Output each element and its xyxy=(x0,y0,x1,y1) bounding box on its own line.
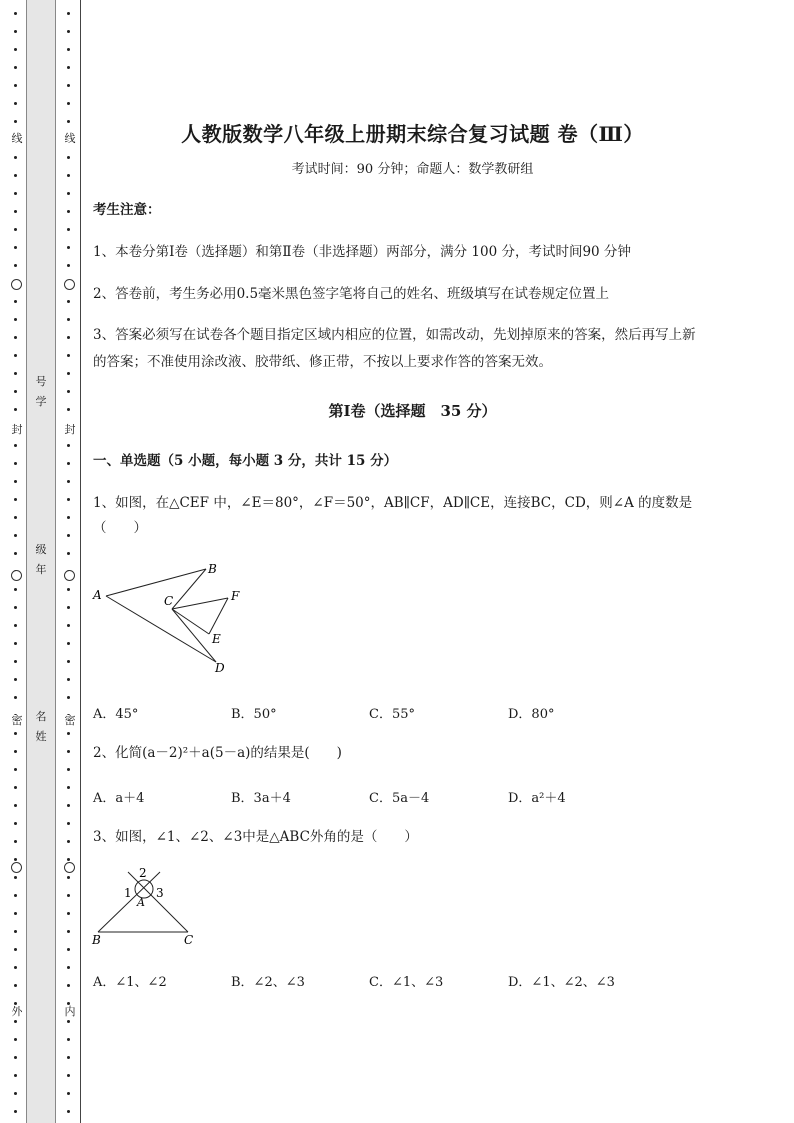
margin-dot xyxy=(67,606,70,609)
margin-dot xyxy=(14,246,17,249)
margin-dot xyxy=(14,390,17,393)
question-3-text: 3、如图，∠1、∠2、∠3中是△ABC外角的是（ ） xyxy=(93,829,418,845)
margin-dot xyxy=(67,480,70,483)
question-1-figure xyxy=(88,555,258,680)
outer-circle xyxy=(11,862,22,873)
margin-dot xyxy=(67,588,70,591)
margin-dot xyxy=(67,12,70,15)
label-c: C xyxy=(164,594,174,608)
student-field-char: 姓 xyxy=(35,730,47,743)
margin-dot xyxy=(67,336,70,339)
student-field-char: 级 xyxy=(35,543,47,556)
margin-dot xyxy=(14,948,17,951)
margin-dot xyxy=(14,1056,17,1059)
margin-dot xyxy=(14,174,17,177)
margin-dot xyxy=(67,552,70,555)
inner-label-mi: 密 xyxy=(62,715,78,727)
margin-dot xyxy=(67,732,70,735)
angle-label-3: 3 xyxy=(156,886,164,900)
page-title: 人教版数学八年级上册期末综合复习试题 卷（Ⅲ） xyxy=(181,122,644,146)
margin-dot xyxy=(67,804,70,807)
margin-dot xyxy=(67,516,70,519)
student-field-char: 年 xyxy=(35,563,47,576)
margin-dot xyxy=(14,228,17,231)
margin-dot xyxy=(14,1038,17,1041)
question-2-option-a[interactable]: A．a＋4 xyxy=(93,791,145,806)
margin-dot xyxy=(14,354,17,357)
inner-label-xian: 线 xyxy=(62,133,78,145)
part-1-title: 第Ⅰ卷（选择题 35 分） xyxy=(328,402,497,420)
margin-dot xyxy=(14,858,17,861)
margin-dot xyxy=(67,462,70,465)
margin-dot xyxy=(14,822,17,825)
margin-dot xyxy=(67,48,70,51)
notice-heading: 考生注意： xyxy=(93,202,161,218)
margin-dot xyxy=(67,84,70,87)
label-f: F xyxy=(231,589,240,603)
margin-dot xyxy=(67,840,70,843)
margin-dot xyxy=(14,660,17,663)
question-2-text: 2、化简(a－2)²＋a(5－a)的结果是( ) xyxy=(93,745,342,761)
question-1-text: 1、如图，在△CEF 中，∠E＝80°，∠F＝50°，AB∥CF，AD∥CE，连接BC，CD，则∠A 的度数是 xyxy=(93,495,693,511)
margin-dot xyxy=(14,120,17,123)
student-field-char: 号 xyxy=(35,375,47,388)
margin-dot xyxy=(67,192,70,195)
vertex-label-b: B xyxy=(92,933,101,947)
angle-label-2: 2 xyxy=(139,866,147,880)
margin-dot xyxy=(67,444,70,447)
margin-dot xyxy=(14,1020,17,1023)
notice-item-3-line1: 3、答案必须写在试卷各个题目指定区域内相应的位置，如需改动，先划掉原来的答案，然后再写上新 xyxy=(93,327,696,343)
margin-dot xyxy=(67,102,70,105)
margin-dot xyxy=(67,390,70,393)
margin-dot xyxy=(14,732,17,735)
margin-dot xyxy=(14,642,17,645)
margin-dot xyxy=(67,372,70,375)
margin-dot xyxy=(14,1074,17,1077)
margin-dot xyxy=(14,192,17,195)
question-1-option-d[interactable]: D．80° xyxy=(508,707,555,722)
margin-dot xyxy=(14,66,17,69)
margin-dot xyxy=(14,534,17,537)
margin-dot xyxy=(14,48,17,51)
margin-dot xyxy=(14,552,17,555)
notice-item-1: 1、本卷分第Ⅰ卷（选择题）和第Ⅱ卷（非选择题）两部分，满分 100 分，考试时间90 分钟 xyxy=(93,244,631,260)
question-3-figure xyxy=(88,862,208,952)
margin-dot xyxy=(14,768,17,771)
margin-dot xyxy=(14,408,17,411)
inner-label-nei: 内 xyxy=(62,1006,78,1018)
margin-dot xyxy=(14,372,17,375)
outer-circle xyxy=(11,570,22,581)
margin-dot xyxy=(14,696,17,699)
notice-item-3-line2: 的答案；不准使用涂改液、胶带纸、修正带，不按以上要求作答的答案无效。 xyxy=(93,354,552,370)
question-3-option-b[interactable]: B．∠2、∠3 xyxy=(231,975,305,990)
margin-dot xyxy=(67,768,70,771)
question-3-option-d[interactable]: D．∠1、∠2、∠3 xyxy=(508,975,615,990)
margin-dot xyxy=(14,102,17,105)
margin-dot xyxy=(14,804,17,807)
margin-dot xyxy=(67,858,70,861)
inner-label-feng: 封 xyxy=(62,424,78,436)
question-1-blank: （ ） xyxy=(93,520,147,536)
margin-dot xyxy=(67,876,70,879)
margin-dot xyxy=(67,1074,70,1077)
margin-dot xyxy=(67,210,70,213)
label-a: A xyxy=(93,588,102,602)
margin-dot xyxy=(14,462,17,465)
question-1-option-c[interactable]: C．55° xyxy=(369,707,415,722)
margin-dot xyxy=(67,678,70,681)
label-b: B xyxy=(208,562,217,576)
question-3-option-c[interactable]: C．∠1、∠3 xyxy=(369,975,444,990)
margin-dot xyxy=(67,930,70,933)
margin-dot xyxy=(14,480,17,483)
margin-dot xyxy=(67,264,70,267)
margin-dot xyxy=(14,678,17,681)
margin-dot xyxy=(14,606,17,609)
margin-dot xyxy=(67,318,70,321)
margin-dot xyxy=(14,516,17,519)
margin-dot xyxy=(14,1110,17,1113)
exam-info: 考试时间：90 分钟；命题人：数学教研组 xyxy=(291,162,534,177)
margin-dot xyxy=(14,876,17,879)
margin-dot xyxy=(14,894,17,897)
margin-dot xyxy=(67,354,70,357)
label-e: E xyxy=(212,632,221,646)
margin-dot xyxy=(14,966,17,969)
margin-dot xyxy=(14,84,17,87)
margin-dot xyxy=(67,174,70,177)
margin-dot xyxy=(67,822,70,825)
margin-dot xyxy=(14,210,17,213)
margin-dot xyxy=(14,444,17,447)
outer-circle xyxy=(11,279,22,290)
angle-label-1: 1 xyxy=(124,886,132,900)
margin-dot xyxy=(67,156,70,159)
margin-dot xyxy=(14,300,17,303)
margin-dot xyxy=(67,1110,70,1113)
margin-dot xyxy=(67,498,70,501)
question-1-option-b[interactable]: B．50° xyxy=(231,707,277,722)
vertex-label-c: C xyxy=(184,933,194,947)
margin-dot xyxy=(14,624,17,627)
binding-line xyxy=(80,0,81,1123)
margin-dot xyxy=(14,840,17,843)
margin-dot xyxy=(67,984,70,987)
margin-dot xyxy=(67,696,70,699)
margin-dot xyxy=(14,498,17,501)
margin-dot xyxy=(67,120,70,123)
margin-dot xyxy=(67,30,70,33)
outer-label-xian: 线 xyxy=(9,133,25,145)
margin-dot xyxy=(67,534,70,537)
margin-dot xyxy=(14,588,17,591)
margin-dot xyxy=(14,1092,17,1095)
notice-item-2: 2、答卷前，考生务必用0.5毫米黑色签字笔将自己的姓名、班级填写在试卷规定位置上 xyxy=(93,286,610,302)
inner-circle xyxy=(64,570,75,581)
margin-dot xyxy=(67,660,70,663)
margin-dot xyxy=(14,930,17,933)
student-info-strip xyxy=(26,0,56,1123)
margin-dot xyxy=(67,750,70,753)
label-d: D xyxy=(215,661,225,675)
margin-dot xyxy=(14,30,17,33)
margin-dot xyxy=(67,642,70,645)
question-2-option-b[interactable]: B．3a＋4 xyxy=(231,791,291,806)
question-2-option-c[interactable]: C．5a－4 xyxy=(369,791,430,806)
margin-dot xyxy=(67,894,70,897)
question-3-option-a[interactable]: A．∠1、∠2 xyxy=(93,975,167,990)
margin-dot xyxy=(14,750,17,753)
outer-label-mi: 密 xyxy=(9,715,25,727)
margin-dot xyxy=(67,786,70,789)
question-1-option-a[interactable]: A．45° xyxy=(93,707,139,722)
margin-dot xyxy=(67,948,70,951)
margin-dot xyxy=(14,786,17,789)
student-field-char: 学 xyxy=(35,395,47,408)
vertex-label-a: A xyxy=(137,896,145,909)
margin-dot xyxy=(67,300,70,303)
section-heading: 一、单选题（5 小题，每小题 3 分，共计 15 分） xyxy=(93,453,398,469)
margin-dot xyxy=(14,984,17,987)
margin-dot xyxy=(14,318,17,321)
margin-dot xyxy=(67,1038,70,1041)
margin-dot xyxy=(14,12,17,15)
margin-dot xyxy=(67,912,70,915)
margin-dot xyxy=(67,1056,70,1059)
margin-dot xyxy=(67,228,70,231)
margin-dot xyxy=(67,66,70,69)
outer-label-wai: 外 xyxy=(9,1006,25,1018)
outer-label-feng: 封 xyxy=(9,424,25,436)
margin-dot xyxy=(67,408,70,411)
margin-dot xyxy=(67,246,70,249)
margin-dot xyxy=(14,156,17,159)
student-field-char: 名 xyxy=(35,710,47,723)
margin-dot xyxy=(14,336,17,339)
margin-dot xyxy=(67,966,70,969)
margin-dot xyxy=(67,1092,70,1095)
inner-circle xyxy=(64,279,75,290)
inner-circle xyxy=(64,862,75,873)
margin-dot xyxy=(67,624,70,627)
margin-dot xyxy=(14,912,17,915)
question-2-option-d[interactable]: D．a²＋4 xyxy=(508,791,566,806)
margin-dot xyxy=(67,1020,70,1023)
margin-dot xyxy=(14,264,17,267)
